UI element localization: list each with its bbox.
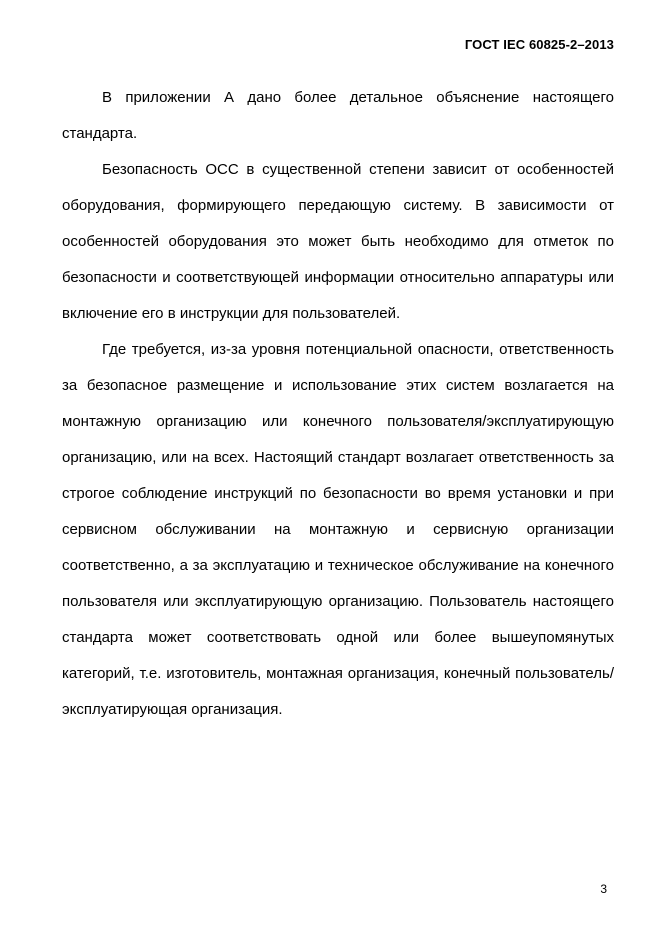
- paragraph-responsibility: Где требуется, из-за уровня потенциальной опасности, ответственность за безопасное размещение и использование этих систем возлагается на монтажную организацию или конечного пользователя/эксплуатирующую организацию, или на всех. Настоящий стандарт возлагает ответственность за строгое соблюдение инструкций по безопасности во время установки и при сервисном обслуживании на монтажную и сервисную организации соответственно, а за эксплуатацию и техническое обслуживание на конечного пользователя или эксплуатирующую организацию. Пользователь настоящего стандарта может соответствовать одной или более вышеупомянутых категорий, т.е. изготовитель, монтажная организация, конечный пользователь/эксплуатирующая организация.: [62, 341, 614, 718]
- paragraph-equipment-safety: Безопасность ОСС в существенной степени зависит от особенностей оборудования, формирующего передающую систему. В зависимости от особенностей оборудования это может быть необходимо для отметок по безопасности и соответствующей информации относительно аппаратуры или включение его в инструкции для пользователей.: [62, 161, 614, 322]
- document-header-code: ГОСТ IEC 60825-2–2013: [464, 37, 614, 52]
- document-body: [62, 80, 614, 728]
- paragraph-appendix-reference: В приложении А дано более детальное объяснение настоящего стандарта.: [62, 89, 614, 142]
- page-number: 3: [600, 882, 607, 896]
